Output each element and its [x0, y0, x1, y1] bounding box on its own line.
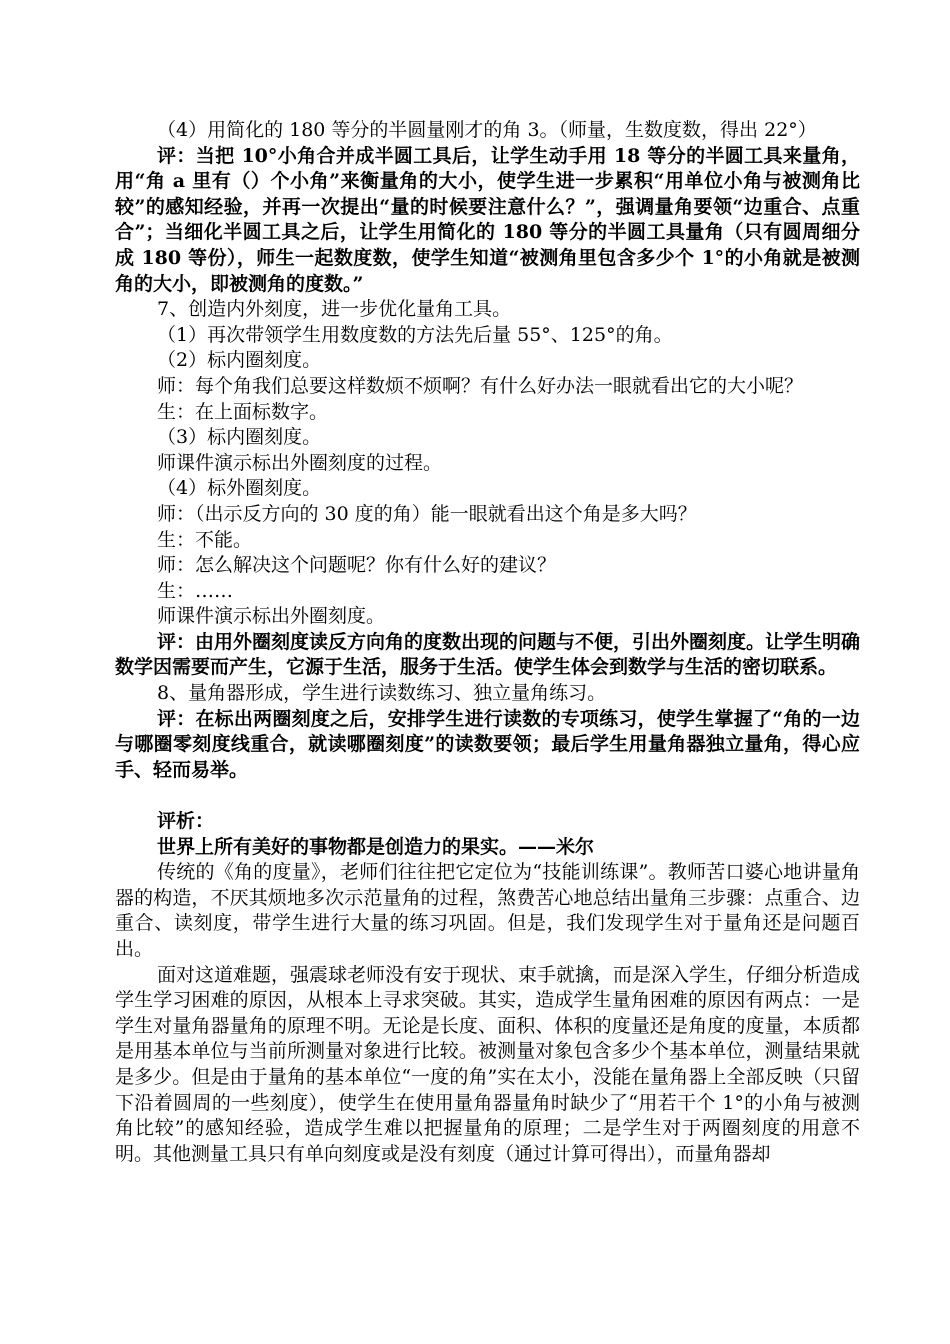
- step-4b-paragraph: （4）标外圈刻度。: [157, 477, 322, 500]
- teacher-question-3: 师：怎么解决这个问题呢？你有什么好的建议？: [157, 554, 557, 577]
- quote-line: 世界上所有美好的事物都是创造力的果实。——米尔: [157, 835, 595, 858]
- step-4-paragraph: （4）用简化的 180 等分的半圆量刚才的角 3。（师量，生数度数，得出 22°）: [157, 119, 817, 141]
- comment-paragraph-1: 评：当把 10°小角合并成半圆工具后，让学生动手用 18 等分的半圆工具来量角，用“角 a 里有（）个小角”来衡量角的大小，使学生进一步累积“用单位小角与被测角比较”的感知经验，并再一次提出“量的时候要注意什么？”，强调量角要领“边重合、点重合”；当细化半圆工具之后，让学生用简化的 180 等分的半圆工具量角（只有圆周细分成 180 等份），师生一起数度数，使学生知道“被测角里包含多少个 1°的小角就是被测角的大小，即被测角的度数。”: [115, 144, 860, 295]
- teacher-question-2: 师：（出示反方向的 30 度的角）能一眼就看出这个角是多大吗？: [157, 502, 697, 525]
- student-answer-3: 生：……: [157, 579, 234, 602]
- step-2-paragraph: （2）标内圈刻度。: [157, 349, 322, 372]
- analysis-heading: 评析：: [157, 810, 215, 833]
- section-8-heading: 8、量角器形成，学生进行读数练习、独立量角练习。: [157, 682, 607, 705]
- document-page: [115, 118, 860, 1167]
- section-7-heading: 7、创造内外刻度，进一步优化量角工具。: [157, 298, 512, 321]
- comment-paragraph-2: 评：由用外圈刻度读反方向角的度数出现的问题与不便，引出外圈刻度。让学生明确数学因需要而产生，它源于生活，服务于生活。使学生体会到数学与生活的密切联系。: [115, 630, 861, 679]
- blank-line: [115, 783, 860, 809]
- analysis-paragraph-2: 面对这道难题，强震球老师没有安于现状、束手就擒，而是深入学生，仔细分析造成学生学习困难的原因，从根本上寻求突破。其实，造成学生量角困难的原因有两点：一是学生对量角器量角的原理不明。无论是长度、面积、体积的度量还是角度的度量，本质都是用基本单位与当前所测量对象进行比较。被测量对象包含多少个基本单位，测量结果就是多少。但是由于量角的基本单位“一度的角”实在太小，没能在量角器上全部反映（只留下沿着圆周的一些刻度），使学生在使用量角器量角时缺少了“用若干个 1°的小角与被测角比较”的感知经验，造成学生难以把握量角的原理；二是学生对于两圈刻度的用意不明。其他测量工具只有单向刻度或是没有刻度（通过计算可得出），而量角器却: [115, 963, 861, 1165]
- teacher-question-1: 师：每个角我们总要这样数烦不烦啊？有什么好办法一眼就看出它的大小呢？: [157, 374, 804, 397]
- teacher-demo-1: 师课件演示标出外圈刻度的过程。: [157, 451, 443, 474]
- student-answer-2: 生：不能。: [157, 528, 253, 551]
- analysis-paragraph-1: 传统的《角的度量》，老师们往往把它定位为“技能训练课”。教师苦口婆心地讲量角器的构造，不厌其烦地多次示范量角的过程，煞费苦心地总结出量角三步骤：点重合、边重合、读刻度，带学生进行大量的练习巩固。但是，我们发现学生对于量角还是问题百出。: [115, 861, 860, 960]
- teacher-demo-2: 师课件演示标出外圈刻度。: [157, 605, 386, 628]
- step-1-paragraph: （1）再次带领学生用数度数的方法先后量 55°、125°的角。: [157, 323, 673, 346]
- step-3-paragraph: （3）标内圈刻度。: [157, 426, 322, 449]
- comment-paragraph-3: 评：在标出两圈刻度之后，安排学生进行读数的专项练习，使学生掌握了“角的一边与哪圈零刻度线重合，就读哪圈刻度”的读数要领；最后学生用量角器独立量角，得心应手、轻而易举。: [115, 707, 860, 781]
- student-answer-1: 生：在上面标数字。: [157, 400, 329, 423]
